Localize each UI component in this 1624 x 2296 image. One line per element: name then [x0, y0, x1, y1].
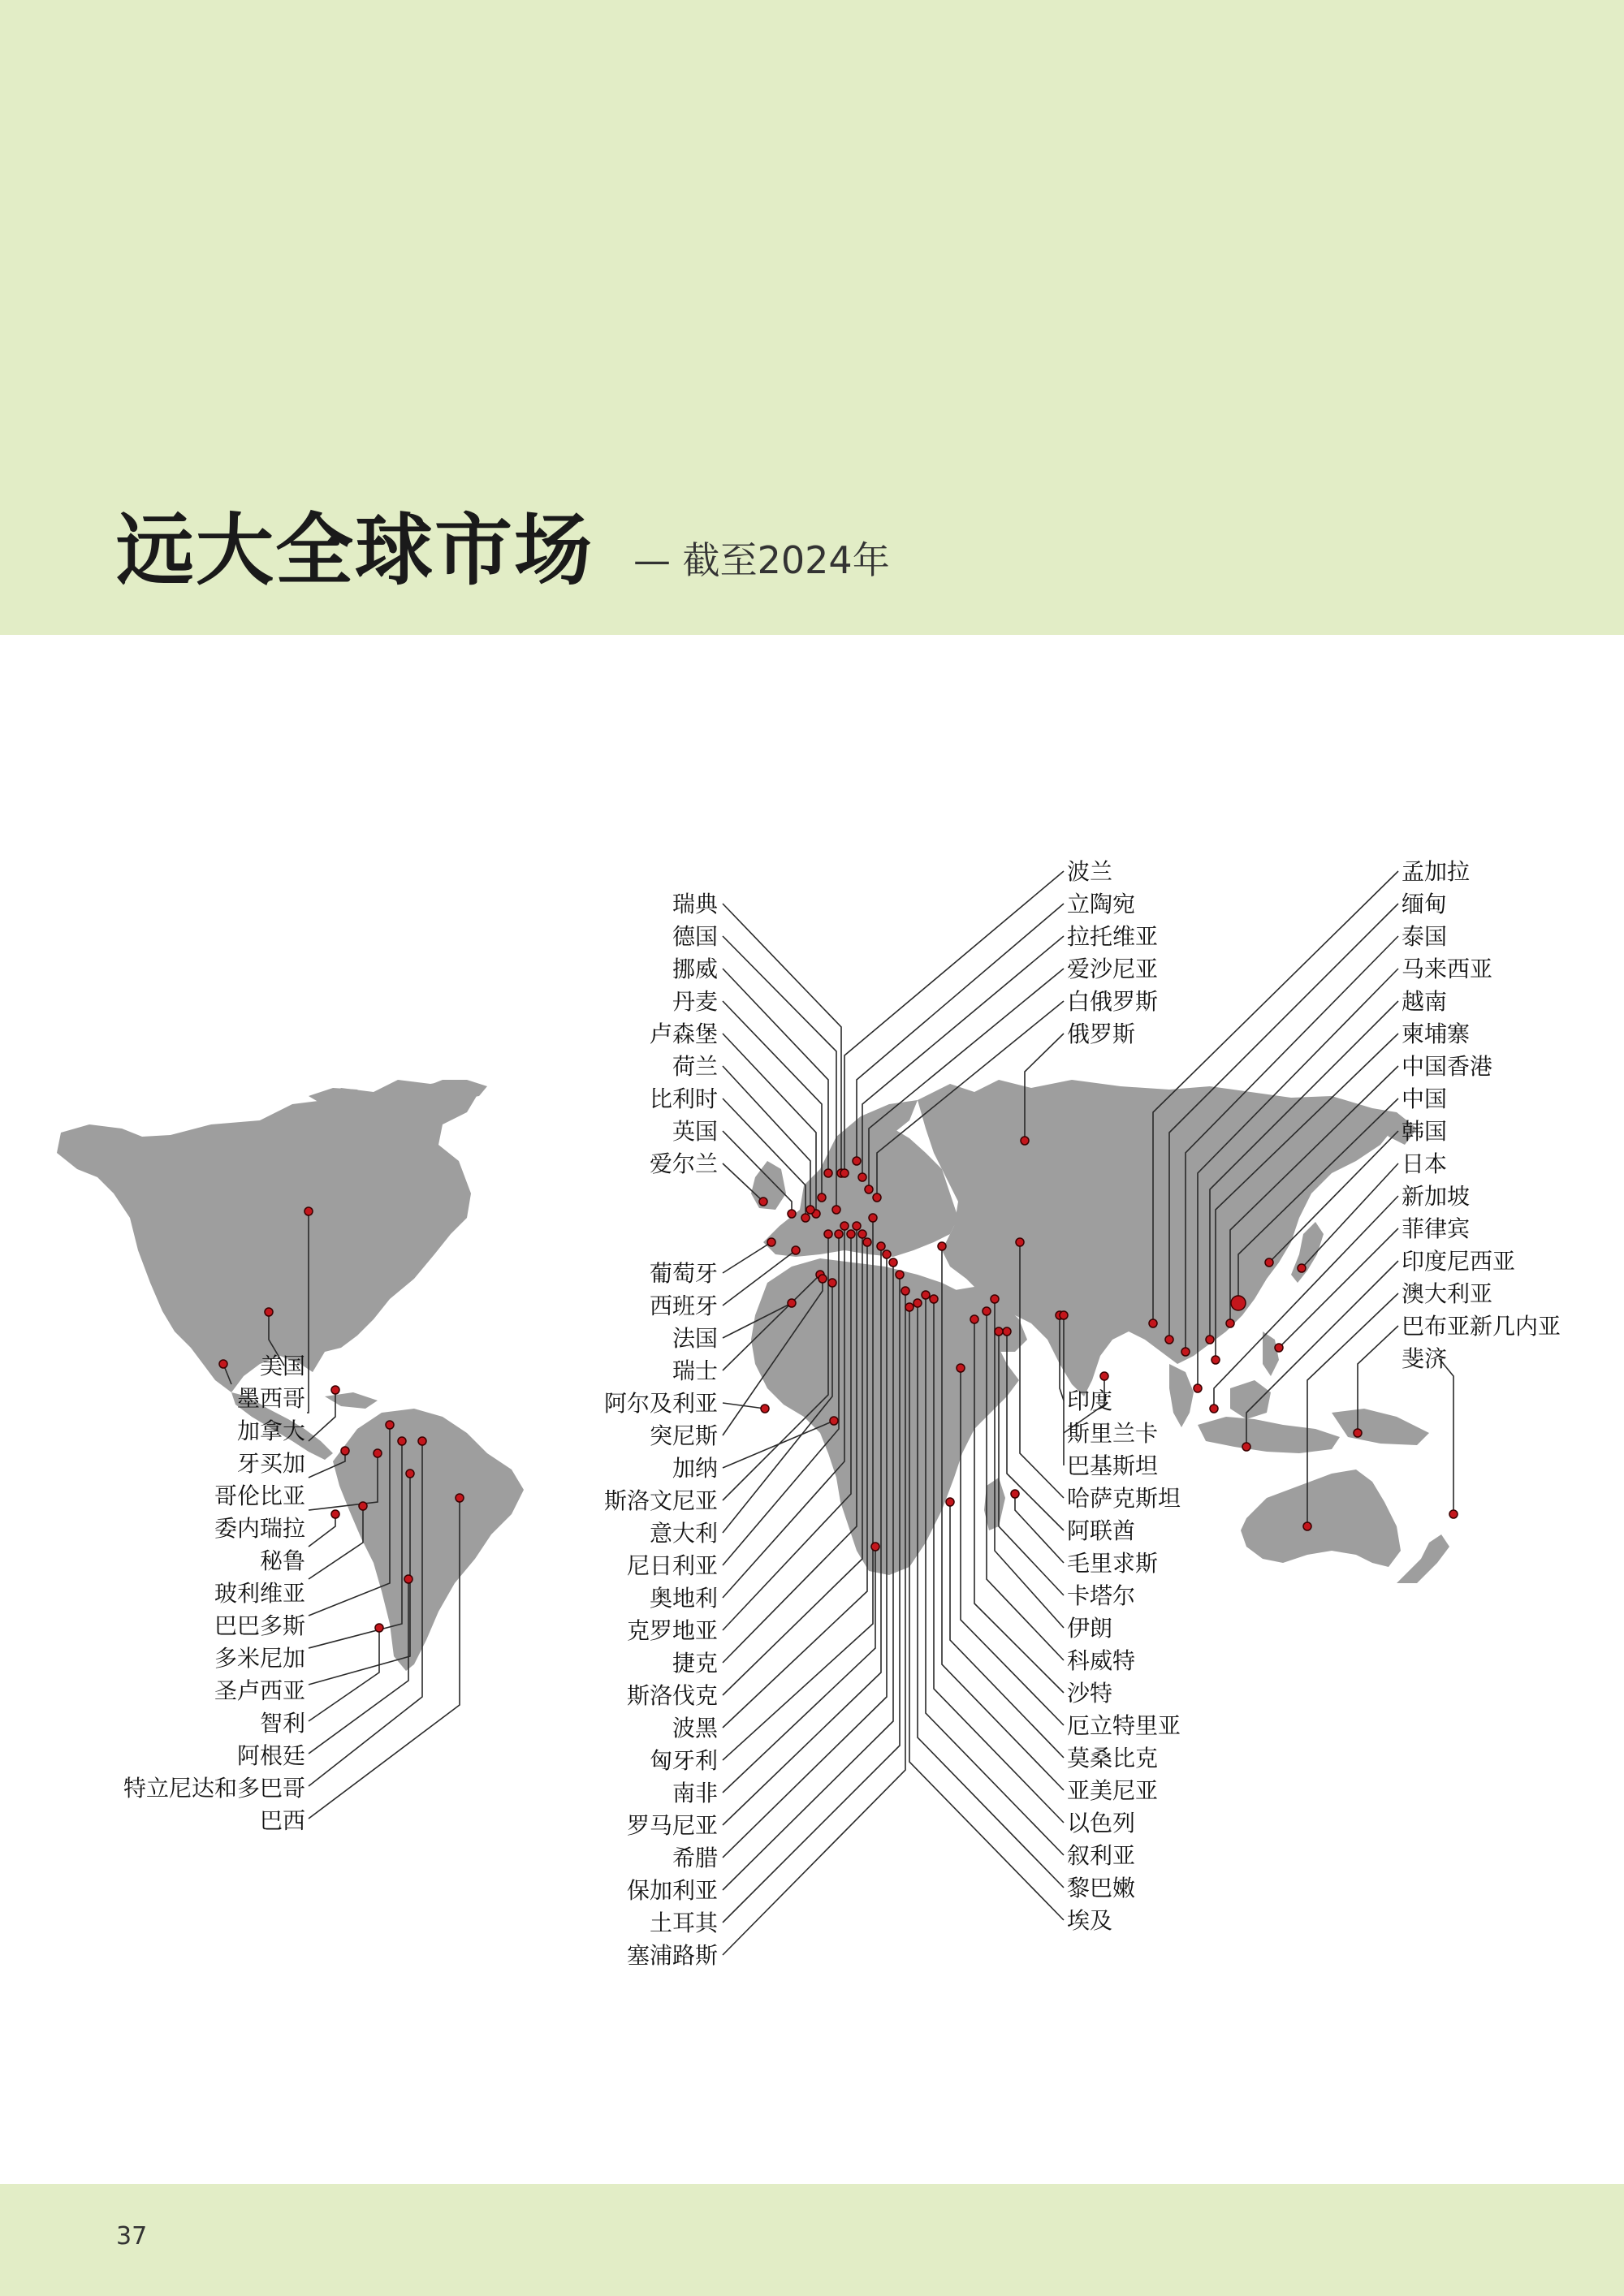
label-europe-africa-30: 塞浦路斯: [626, 1942, 718, 1969]
label-americas-0: 美国: [259, 1353, 305, 1379]
label-eastern-europe-3: 爱沙尼亚: [1067, 956, 1159, 982]
labels-europe-africa: [604, 891, 719, 1969]
label-asia-pacific-14: 巴布亚新几内亚: [1402, 1313, 1561, 1340]
label-middle-east-asia-15: 黎巴嫩: [1067, 1875, 1136, 1901]
page-title: 远大全球市场: [116, 505, 594, 596]
label-eastern-europe-0: 波兰: [1067, 858, 1113, 885]
label-europe-africa-26: 罗马尼亚: [626, 1812, 718, 1839]
label-europe-africa-25: 南非: [672, 1780, 718, 1806]
label-asia-pacific-2: 泰国: [1402, 923, 1448, 950]
label-asia-pacific-15: 斐济: [1402, 1345, 1448, 1372]
caribbean-landmass: [325, 1392, 378, 1409]
label-europe-africa-28: 保加利亚: [626, 1877, 718, 1904]
label-asia-pacific-1: 缅甸: [1402, 891, 1448, 917]
label-middle-east-asia-6: 卡塔尔: [1067, 1582, 1136, 1609]
north-america-landmass: [57, 1080, 479, 1392]
australia-landmass: [1241, 1470, 1401, 1567]
label-europe-africa-22: 斯洛伐克: [626, 1682, 718, 1709]
label-middle-east-asia-3: 哈萨克斯坦: [1067, 1485, 1181, 1512]
label-europe-africa-10: 西班牙: [649, 1293, 718, 1319]
philippines-landmass: [1263, 1331, 1279, 1376]
label-americas-13: 特立尼达和多巴哥: [123, 1775, 305, 1802]
labels-middle-east-asia: [1067, 1388, 1181, 1934]
label-middle-east-asia-13: 以色列: [1067, 1810, 1136, 1836]
label-americas-8: 巴巴多斯: [214, 1612, 305, 1639]
page-subtitle: — 截至2024年: [633, 538, 890, 582]
label-eastern-europe-2: 拉托维亚: [1067, 923, 1159, 950]
label-asia-pacific-8: 韩国: [1402, 1118, 1448, 1145]
south-america-landmass: [333, 1409, 524, 1671]
label-americas-3: 牙买加: [236, 1450, 305, 1477]
label-europe-africa-9: 葡萄牙: [649, 1260, 718, 1287]
label-americas-1: 墨西哥: [236, 1385, 305, 1412]
page-number: 37: [116, 2222, 148, 2251]
indonesia-landmass: [1198, 1417, 1340, 1453]
japan-landmass: [1291, 1222, 1324, 1283]
label-middle-east-asia-4: 阿联酋: [1067, 1517, 1136, 1544]
label-middle-east-asia-5: 毛里求斯: [1067, 1550, 1159, 1577]
label-americas-2: 加拿大: [236, 1418, 305, 1444]
label-middle-east-asia-16: 埃及: [1067, 1907, 1113, 1934]
label-asia-pacific-4: 越南: [1402, 988, 1448, 1015]
label-europe-africa-5: 荷兰: [672, 1053, 718, 1080]
label-eastern-europe-4: 白俄罗斯: [1067, 988, 1159, 1015]
label-europe-africa-19: 奥地利: [649, 1585, 718, 1612]
label-europe-africa-3: 丹麦: [672, 988, 718, 1015]
label-eastern-europe-1: 立陶宛: [1067, 891, 1136, 917]
footer-band: [0, 2184, 1624, 2296]
label-europe-africa-7: 英国: [672, 1118, 718, 1145]
label-middle-east-asia-12: 亚美尼亚: [1067, 1777, 1159, 1804]
label-americas-12: 阿根廷: [236, 1742, 305, 1769]
label-europe-africa-17: 意大利: [649, 1520, 718, 1547]
label-americas-10: 圣卢西亚: [214, 1677, 305, 1704]
label-asia-pacific-13: 澳大利亚: [1402, 1280, 1493, 1307]
labels-americas: [123, 1353, 305, 1834]
label-europe-africa-15: 加纳: [672, 1455, 718, 1482]
label-europe-africa-27: 希腊: [672, 1845, 718, 1871]
label-americas-11: 智利: [259, 1710, 305, 1737]
label-middle-east-asia-9: 沙特: [1067, 1680, 1113, 1707]
label-europe-africa-12: 瑞士: [672, 1357, 718, 1384]
label-asia-pacific-9: 日本: [1402, 1150, 1448, 1177]
label-eastern-europe-5: 俄罗斯: [1067, 1021, 1136, 1047]
label-asia-pacific-3: 马来西亚: [1402, 956, 1493, 982]
label-europe-africa-1: 德国: [672, 923, 718, 950]
new-zealand-landmass: [1397, 1534, 1449, 1583]
label-europe-africa-6: 比利时: [649, 1085, 718, 1112]
label-europe-africa-24: 匈牙利: [649, 1747, 718, 1774]
label-middle-east-asia-1: 斯里兰卡: [1067, 1420, 1159, 1447]
label-europe-africa-4: 卢森堡: [649, 1021, 718, 1047]
label-middle-east-asia-7: 伊朗: [1067, 1615, 1113, 1642]
label-asia-pacific-12: 印度尼西亚: [1402, 1248, 1516, 1275]
new-guinea-landmass: [1332, 1409, 1429, 1445]
labels-asia-pacific: [1402, 858, 1561, 1372]
label-middle-east-asia-0: 印度: [1067, 1388, 1113, 1414]
label-americas-6: 秘鲁: [259, 1547, 305, 1574]
label-europe-africa-16: 斯洛文尼亚: [603, 1487, 718, 1514]
label-asia-pacific-6: 中国香港: [1402, 1053, 1493, 1080]
label-europe-africa-20: 克罗地亚: [626, 1617, 718, 1644]
label-middle-east-asia-14: 叙利亚: [1067, 1842, 1136, 1869]
label-asia-pacific-7: 中国: [1402, 1085, 1448, 1112]
label-europe-africa-11: 法国: [672, 1325, 718, 1352]
label-americas-7: 玻利维亚: [214, 1580, 305, 1607]
label-europe-africa-18: 尼日利亚: [626, 1552, 718, 1579]
label-americas-5: 委内瑞拉: [214, 1515, 305, 1542]
borneo-landmass: [1230, 1380, 1271, 1419]
british-isles-landmass: [751, 1161, 786, 1210]
southeast-asia-landmass: [1169, 1364, 1194, 1427]
label-americas-9: 多米尼加: [214, 1645, 305, 1672]
label-middle-east-asia-10: 厄立特里亚: [1067, 1712, 1181, 1739]
label-asia-pacific-10: 新加坡: [1402, 1183, 1471, 1210]
label-europe-africa-21: 捷克: [672, 1650, 718, 1677]
label-europe-africa-13: 阿尔及利亚: [603, 1390, 718, 1417]
label-middle-east-asia-2: 巴基斯坦: [1067, 1452, 1159, 1479]
label-asia-pacific-11: 菲律宾: [1402, 1215, 1471, 1242]
label-americas-14: 巴西: [259, 1807, 305, 1834]
label-europe-africa-14: 突尼斯: [649, 1422, 718, 1449]
label-middle-east-asia-11: 莫桑比克: [1067, 1745, 1159, 1772]
labels-eastern-europe: [1067, 858, 1158, 1047]
label-asia-pacific-0: 孟加拉: [1402, 858, 1471, 885]
label-americas-4: 哥伦比亚: [214, 1482, 305, 1509]
label-europe-africa-29: 土耳其: [649, 1910, 718, 1936]
label-europe-africa-2: 挪威: [672, 956, 718, 982]
label-asia-pacific-5: 柬埔寨: [1402, 1021, 1471, 1047]
label-europe-africa-8: 爱尔兰: [649, 1150, 718, 1177]
label-middle-east-asia-8: 科威特: [1067, 1647, 1136, 1674]
label-europe-africa-23: 波黑: [672, 1715, 718, 1741]
label-europe-africa-0: 瑞典: [672, 891, 718, 917]
